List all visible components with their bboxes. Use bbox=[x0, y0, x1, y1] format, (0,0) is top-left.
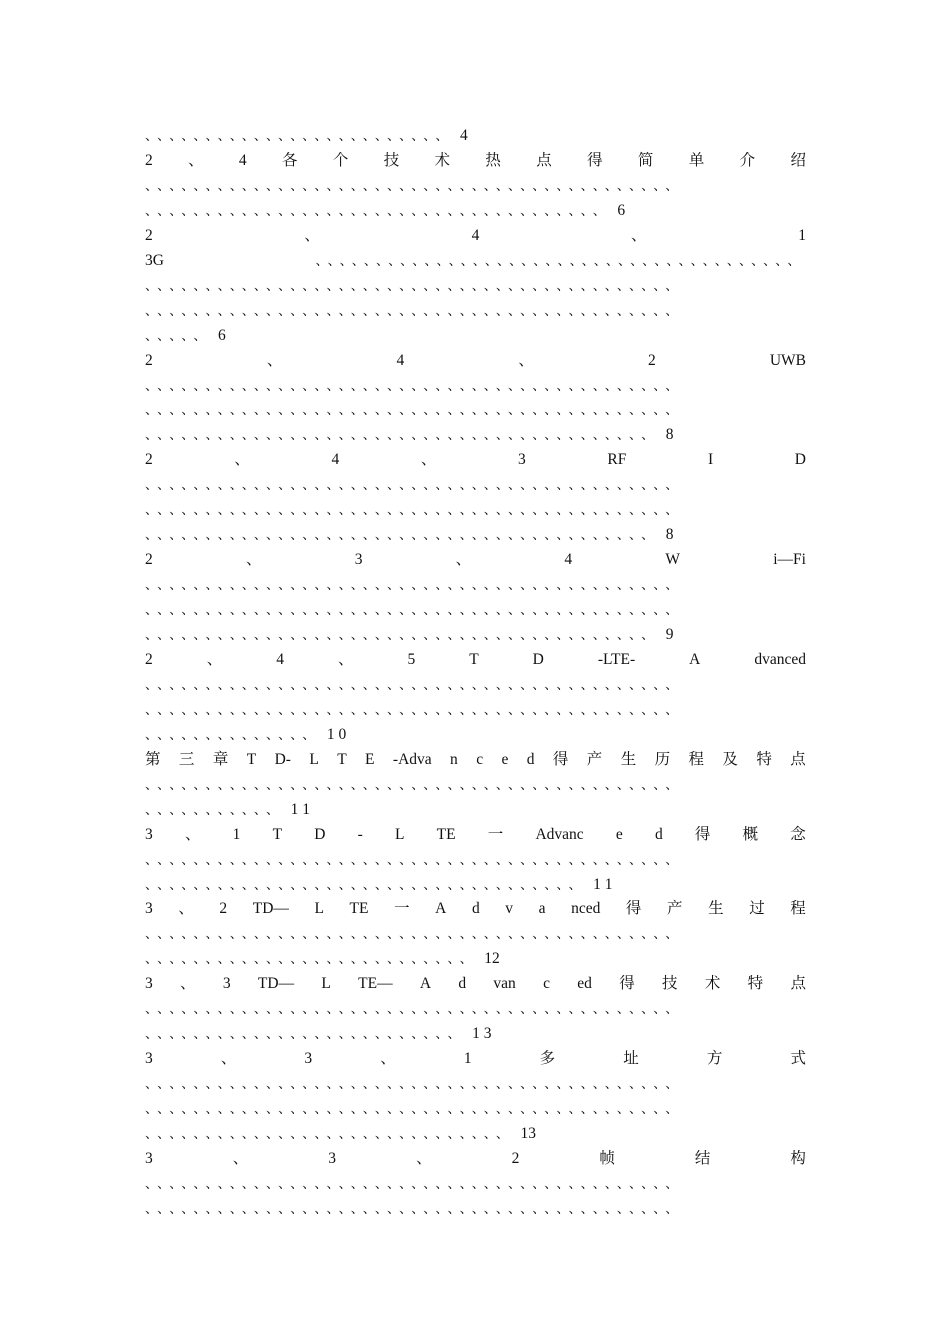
leader-dots: 、、、、、 bbox=[145, 327, 213, 343]
toc-title-token: 一 bbox=[394, 900, 410, 918]
leader-dots: 、、、、、、、、、、、、、、、、、、、、、、、、、、、、、、、、、、、、、、、、、、、、 bbox=[145, 277, 684, 293]
toc-leader-line bbox=[145, 199, 806, 223]
toc-title-token: 生 bbox=[620, 750, 637, 768]
toc-entry-title bbox=[145, 972, 806, 996]
toc-leader-line bbox=[145, 1197, 806, 1221]
toc-title-token: 第 bbox=[145, 750, 161, 768]
toc-title-token: 1 bbox=[798, 226, 806, 244]
toc-title-token: - bbox=[357, 825, 363, 843]
toc-leader-line bbox=[145, 573, 806, 597]
toc-title-token: d bbox=[526, 750, 535, 768]
leader-dots: 、、、、、、、、、、、、、、、、、、、、、、、、、、、、、、、、、、、、、、、、、、、、 bbox=[145, 676, 684, 692]
toc-title-token: 、 bbox=[232, 1149, 249, 1167]
toc-leader-line bbox=[145, 398, 806, 422]
toc-title-token: L bbox=[321, 975, 331, 993]
toc-title-token: T bbox=[469, 650, 479, 668]
toc-title-token: 术 bbox=[434, 151, 451, 169]
toc-leader-line bbox=[145, 723, 806, 747]
toc-title-token: 2 bbox=[145, 151, 153, 169]
toc-title-token: -Adva bbox=[392, 750, 432, 768]
toc-title-token: 三 bbox=[178, 750, 195, 768]
toc-entry-title bbox=[145, 1147, 806, 1171]
toc-title-token: 结 bbox=[694, 1149, 711, 1167]
leader-dots: 、、、、、、、、、、、、、、、、、、、、、、、、、、、、、、、、、、、、、、、、、、 bbox=[145, 427, 660, 443]
toc-title-token: RF bbox=[607, 451, 627, 469]
toc-leader-line bbox=[145, 598, 806, 622]
toc-leader-line bbox=[145, 1097, 806, 1121]
toc-title-token: c bbox=[543, 975, 550, 993]
leader-dots: 、、、、、、、、、、、、、、、、、、、、、、、、、、、、、、、、、、、、、、、、、、、、 bbox=[145, 701, 684, 717]
leader-dots: 、、、、、、、、、、、、、、、、、、、、、、、、、、、、、、、、、、、、、、、、、、、、 bbox=[145, 302, 684, 318]
toc-title-token: 、 bbox=[455, 551, 472, 569]
toc-title-token: 过 bbox=[749, 900, 765, 918]
toc-leader-line bbox=[145, 473, 806, 497]
leader-dots: 、、、、、、、、、、、、、、、、、、、、、、、、、、、、、、、、、、、、、、、、、、、、 bbox=[145, 851, 684, 867]
toc-title-token: 、 bbox=[220, 1050, 237, 1068]
leader-dots: 、、、、、、、、、、、、、、、、、、、、、、、、、、、、、、、、、、、、、、、、、、、、 bbox=[145, 177, 684, 193]
toc-page-number: 13 bbox=[520, 1125, 537, 1142]
toc-title-token: D bbox=[314, 825, 326, 843]
toc-entry-title bbox=[145, 448, 806, 472]
toc-title-token: 3 bbox=[145, 825, 153, 843]
toc-title-token: TE bbox=[436, 825, 456, 843]
leader-dots: 、、、、、、、、、、、、、、、、、、、、、、、、、、、、、、、、、、、、、、、、、、、、 bbox=[145, 926, 684, 942]
leader-dots: 、、、、、、、、、、、、、、、、、、、、、、、、、、、、、、、、、、、、、、、、、、、、 bbox=[145, 477, 684, 493]
toc-title-token: 2 bbox=[145, 551, 153, 569]
toc-title-token: 2 bbox=[511, 1149, 520, 1167]
toc-entry-title bbox=[145, 249, 806, 273]
toc-title-token: 3 bbox=[145, 900, 153, 918]
toc-leader-line bbox=[145, 798, 806, 822]
toc-title-token: 点 bbox=[790, 975, 806, 993]
toc-entry-title bbox=[145, 349, 806, 373]
toc-leader-line bbox=[145, 848, 806, 872]
toc-title-token: 绍 bbox=[790, 151, 806, 169]
toc-title-token: e bbox=[501, 750, 509, 768]
toc-title-token: 、 bbox=[184, 825, 201, 843]
toc-page-number: 6 bbox=[218, 326, 226, 344]
toc-leader-line bbox=[145, 423, 806, 447]
toc-title-token: A bbox=[689, 650, 701, 668]
toc-title-token: 念 bbox=[790, 825, 806, 843]
leader-dots: 、、、、、、、、、、、、、、、、、、、、、、、、、、、、、、、、、、、、、、、、、、、、 bbox=[145, 577, 684, 593]
toc-title-token: T bbox=[272, 825, 283, 843]
leader-dots: 、、、、、、、、、、、、、、、、、、、、、、、、、、 bbox=[145, 1026, 467, 1042]
toc-title-token: 3 bbox=[145, 1050, 153, 1068]
toc-leader-line bbox=[145, 324, 806, 348]
toc-title-token: 多 bbox=[539, 1050, 556, 1068]
toc-title-token: 、 bbox=[245, 551, 262, 569]
toc-entry-title bbox=[145, 897, 806, 921]
toc-title-token: Advanc bbox=[535, 825, 584, 843]
toc-title-token: 热 bbox=[485, 151, 501, 169]
leader-dots: 、、、、、、、、、、、 bbox=[145, 801, 285, 817]
leader-dots: 、、、、、、、、、、、、、、、、、、、、、、、、、、、 bbox=[145, 951, 479, 967]
leader-dots: 、、、、、、、、、、、、、、、、、、、、、、、、、、、、、、、、、、、、、、、、、、 bbox=[145, 527, 660, 543]
toc-title-token: A bbox=[435, 900, 447, 918]
leader-dots: 、、、、、、、、、、、、、、、、、、、、、、、、、、、、、、、、、、、、、、、、、、、、 bbox=[145, 1001, 684, 1017]
toc-page-number: 6 bbox=[617, 201, 626, 219]
toc-title-token: L bbox=[314, 900, 324, 918]
toc-title-token: d bbox=[471, 900, 480, 918]
toc-title-token: 、 bbox=[234, 451, 250, 469]
toc-page-number: 1 3 bbox=[472, 1025, 492, 1043]
toc-entry-title bbox=[145, 823, 806, 847]
toc-page-number: 1 0 bbox=[326, 725, 347, 743]
toc-leader-line bbox=[145, 1122, 806, 1146]
toc-title-token: 特 bbox=[747, 975, 764, 993]
toc-title-token: 3 bbox=[304, 1050, 313, 1068]
toc-title-token: 得 bbox=[619, 975, 635, 993]
leader-dots: 、、、、、、、、、、、、、、、、、、、、、、、、、、、、、、、、、、、、、、、、、、 bbox=[145, 627, 660, 642]
toc-title-token: 历 bbox=[654, 750, 671, 768]
toc-title-token: a bbox=[538, 900, 546, 918]
toc-title-token: 2 bbox=[145, 451, 153, 469]
toc-page-number: 9 bbox=[665, 626, 674, 643]
toc-title-token: 2 bbox=[145, 226, 153, 244]
leader-dots: 、、、、、、、、、、、、、、、、、、、、、、、、、、、、、、、、、、、、、、、、、、、、 bbox=[145, 1101, 684, 1116]
toc-leader-line bbox=[145, 124, 806, 148]
toc-title-token: 4 bbox=[331, 451, 340, 469]
leader-dots: 、、、、、、、、、、、、、、、、、、、、、、、、、、、、、、、、、、、、、、 bbox=[145, 202, 612, 218]
toc-title-token: I bbox=[708, 451, 714, 469]
toc-title-token: ed bbox=[577, 975, 592, 993]
toc-title-token: W bbox=[665, 551, 681, 569]
toc-entry-title bbox=[145, 748, 806, 772]
toc-leader-line bbox=[145, 673, 806, 697]
toc-title-token: 、 bbox=[206, 650, 223, 668]
toc-title-token: 点 bbox=[536, 151, 552, 169]
toc-title-token: 程 bbox=[688, 750, 705, 768]
toc-title-token: 各 bbox=[282, 151, 298, 169]
toc-leader-line bbox=[145, 922, 806, 946]
toc-title-token: 术 bbox=[704, 975, 721, 993]
toc-title-token: 、 bbox=[188, 151, 204, 169]
toc-title-token: 4 bbox=[396, 351, 405, 369]
toc-title-token: -LTE- bbox=[597, 650, 636, 668]
toc-title-token: 式 bbox=[790, 1050, 806, 1068]
toc-title-token: 、 bbox=[266, 351, 283, 369]
toc-page-number: 4 bbox=[460, 127, 468, 144]
toc-title-token: nced bbox=[571, 900, 601, 918]
toc-title-token: L bbox=[394, 825, 405, 843]
toc-title-token: 单 bbox=[688, 151, 705, 169]
toc-title-token: dvanced bbox=[754, 650, 806, 668]
toc-title-token: 得 bbox=[552, 750, 569, 768]
toc-title-token: 程 bbox=[790, 900, 806, 918]
toc-title-token: 特 bbox=[756, 750, 772, 768]
toc-title-token: 3G bbox=[145, 251, 164, 269]
toc-title-token: 4 bbox=[276, 650, 284, 668]
toc-title-token: v bbox=[505, 900, 514, 918]
toc-title-token: 点 bbox=[790, 750, 806, 768]
toc-title-token: 介 bbox=[739, 151, 756, 169]
toc-title-token: 简 bbox=[637, 151, 654, 169]
toc-leader-line bbox=[145, 374, 806, 398]
toc-title-token: 3 bbox=[145, 1149, 153, 1167]
toc-leader-line bbox=[145, 997, 806, 1021]
toc-title-token: 1 bbox=[463, 1050, 472, 1068]
toc-title-token: 、 bbox=[420, 451, 437, 469]
toc-entry-title bbox=[145, 648, 806, 672]
leader-dots: 、、、、、、、、、、、、、、、、、、、、、、、、、、、、、、、、、、、、、、、、、、、、 bbox=[145, 602, 684, 617]
toc-leader-line bbox=[145, 299, 806, 323]
leader-dots: 、、、、、、、、、、、、、、、、、、、、、、、、、、、、、、、、、、、、 bbox=[145, 876, 588, 892]
toc-title-token: 2 bbox=[219, 900, 228, 918]
toc-page-number: 1 1 bbox=[290, 800, 310, 818]
toc-title-token: 3 bbox=[222, 975, 231, 993]
toc-title-token: d bbox=[458, 975, 467, 993]
toc-title-token: D bbox=[532, 650, 544, 668]
toc-title-token: 个 bbox=[332, 151, 349, 169]
toc-leader-line bbox=[145, 698, 806, 722]
toc-entry-title bbox=[145, 149, 806, 173]
leader-dots: 、、、、、、、、、、、、、、、、、、、、、、、、、、、、、、 bbox=[145, 1126, 515, 1141]
toc-title-token: n bbox=[450, 750, 458, 768]
toc-title-token: 2 bbox=[647, 351, 656, 369]
toc-title-token: 4 bbox=[564, 551, 573, 569]
toc-title-token: 、 bbox=[180, 975, 196, 993]
toc-title-token: 5 bbox=[407, 650, 416, 668]
toc-title-token: i—Fi bbox=[773, 551, 806, 569]
toc-leader-line bbox=[145, 274, 806, 298]
leader-dots: 、、、、、、、、、、、、、、、、、、、、、、、、、、、、、、、、、、、、、、、、、、、、 bbox=[145, 377, 684, 393]
toc-title-token: 构 bbox=[790, 1149, 806, 1167]
toc-leader-line bbox=[145, 773, 806, 797]
toc-title-token: 、 bbox=[304, 226, 320, 244]
toc-title-token: TD— bbox=[257, 975, 295, 993]
toc-title-token: 、 bbox=[518, 351, 534, 369]
toc-title-token: 、 bbox=[178, 900, 194, 918]
leader-dots: 、、、、、、、、、、、、、、、、、、、、、、、、、 bbox=[145, 128, 455, 143]
leader-dots: 、、、、、、、、、、、、、、、、、、、、、、、、、、、、、、、、、、、、、、、、、、、、 bbox=[145, 1175, 684, 1191]
toc-page-number: 8 bbox=[665, 426, 674, 444]
toc-title-token: 3 bbox=[354, 551, 363, 569]
toc-title-token: e bbox=[615, 825, 623, 843]
toc-title-token: 概 bbox=[742, 825, 759, 843]
leader-dots: 、、、、、、、、、、、、、、、、、、、、、、、、、、、、、、、、、、、、、、、、、、、、 bbox=[145, 402, 684, 418]
toc-leader-line bbox=[145, 174, 806, 198]
toc-title-token: D- bbox=[274, 750, 291, 768]
toc-title-token: 及 bbox=[722, 750, 738, 768]
toc-title-token: 、 bbox=[380, 1050, 396, 1068]
toc-leader-line bbox=[145, 1172, 806, 1196]
toc-title-token: 得 bbox=[587, 151, 603, 169]
toc-page-number: 8 bbox=[665, 526, 674, 544]
leader-dots: 、、、、、、、、、、、、、、、、、、、、、、、、、、、、、、、、、、、、、、、、、、、、 bbox=[145, 776, 684, 792]
toc-title-token: 、、、、、、、、、、、、、、、、、、、、、、、、、、、、、、、、、、、、、、、、 bbox=[315, 252, 806, 268]
toc-title-token: 、 bbox=[337, 650, 354, 668]
leader-dots: 、、、、、、、、、、、、、、、、、、、、、、、、、、、、、、、、、、、、、、、、、、、、 bbox=[145, 1076, 684, 1092]
toc-title-token: van bbox=[493, 975, 516, 993]
toc-leader-line bbox=[145, 873, 806, 897]
toc-title-token: 产 bbox=[667, 900, 683, 918]
toc-title-token: 4 bbox=[471, 226, 480, 244]
toc-title-token: 4 bbox=[238, 151, 247, 169]
toc-title-token: E bbox=[365, 750, 375, 768]
toc-leader-line bbox=[145, 1022, 806, 1046]
toc-title-token: TD— bbox=[252, 900, 289, 918]
toc-title-token: T bbox=[337, 750, 347, 768]
leader-dots: 、、、、、、、、、、、、、、、、、、、、、、、、、、、、、、、、、、、、、、、、、、、、 bbox=[145, 1200, 684, 1216]
toc-leader-line bbox=[145, 498, 806, 522]
toc-title-token: 、 bbox=[631, 226, 647, 244]
toc-title-token: 方 bbox=[706, 1050, 723, 1068]
toc-title-token: 章 bbox=[212, 750, 229, 768]
toc-page-number: 12 bbox=[484, 950, 500, 968]
toc-title-token: 1 bbox=[232, 825, 241, 843]
toc-page-number: 1 1 bbox=[593, 875, 613, 893]
toc-title-token: 产 bbox=[586, 750, 603, 768]
toc-title-token: T bbox=[246, 750, 257, 768]
toc-title-token: 技 bbox=[662, 975, 678, 993]
leader-dots: 、、、、、、、、、、、、、、 bbox=[145, 726, 321, 742]
toc-entry-title bbox=[145, 224, 806, 248]
toc-title-token: c bbox=[476, 750, 484, 768]
toc-leader-line bbox=[145, 1072, 806, 1096]
toc-title-token: 得 bbox=[694, 825, 711, 843]
toc-title-token: 得 bbox=[625, 900, 642, 918]
toc-title-token: d bbox=[654, 825, 663, 843]
toc-title-token: 3 bbox=[518, 451, 526, 469]
toc-title-token: D bbox=[794, 451, 806, 469]
toc-title-token: 2 bbox=[145, 650, 153, 668]
toc-entry-title bbox=[145, 1047, 806, 1071]
toc-title-token: UWB bbox=[769, 351, 806, 369]
toc-title-token: L bbox=[309, 750, 319, 768]
toc-title-token: 2 bbox=[145, 351, 153, 369]
toc-title-token: 帧 bbox=[599, 1149, 615, 1167]
toc-title-token: 生 bbox=[708, 900, 724, 918]
toc-title-token: TE bbox=[349, 900, 369, 918]
toc-title-token: 址 bbox=[623, 1050, 639, 1068]
toc-title-token: 3 bbox=[145, 975, 153, 993]
toc-leader-line bbox=[145, 523, 806, 547]
toc-title-token: 一 bbox=[487, 825, 504, 843]
toc-title-token: 、 bbox=[416, 1149, 432, 1167]
toc-title-token: A bbox=[419, 975, 432, 993]
toc-entry-title bbox=[145, 548, 806, 572]
leader-dots: 、、、、、、、、、、、、、、、、、、、、、、、、、、、、、、、、、、、、、、、、、、、、 bbox=[145, 502, 684, 518]
toc-title-token: 技 bbox=[383, 151, 400, 169]
toc-title-token: 3 bbox=[328, 1149, 337, 1167]
toc-title-token: TE— bbox=[358, 975, 393, 993]
toc-leader-line bbox=[145, 947, 806, 971]
toc-leader-line bbox=[145, 623, 806, 647]
